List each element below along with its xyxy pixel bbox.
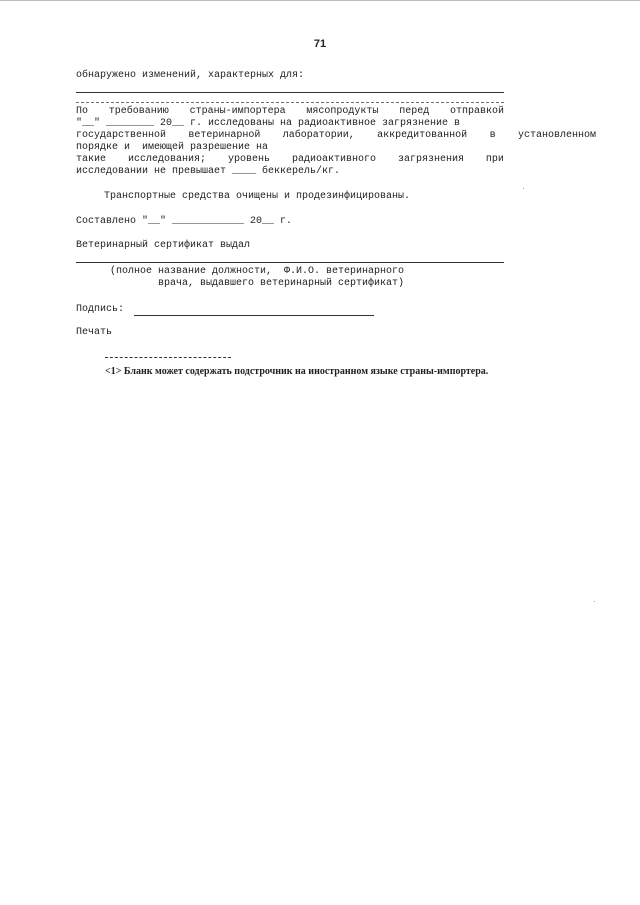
scan-speck (523, 188, 524, 189)
requirement-word: при (485, 154, 504, 165)
footnote-separator (105, 357, 231, 358)
requirement-line-3 (76, 130, 596, 142)
footnote-text: <1> Бланк может содержать подстрочник на иностранном языке страны-импортера. (105, 366, 489, 377)
requirement-word: ветеринарной (188, 130, 261, 141)
requirement-line-1 (76, 106, 504, 118)
blank-line-1 (76, 92, 504, 93)
transport-statement: Транспортные средства очищены и продезинфицированы. (104, 191, 411, 202)
requirement-word: мясопродукты (306, 106, 379, 117)
position-hint-line-1: (полное название должности, Ф.И.О. ветеринарного (110, 266, 405, 277)
requirement-word: уровень (227, 154, 270, 165)
requirement-word: лаборатории, (282, 130, 355, 141)
signature-label: Подпись: (76, 304, 131, 315)
requirement-word: радиоактивного (291, 154, 376, 165)
changes-found-label: обнаружено изменений, характерных для: (76, 70, 305, 81)
requirement-word: установленном (517, 130, 596, 141)
requirement-line-4: порядке и имеющей разрешение на (76, 142, 269, 153)
requirement-line-6: исследовании не превышает ____ беккерель/кг. (76, 166, 341, 177)
issued-by-label: Ветеринарный сертификат выдал (76, 240, 251, 251)
scan-speck (594, 601, 595, 602)
requirement-word: аккредитованной (377, 130, 468, 141)
page-edge (0, 0, 640, 1)
issuer-line (76, 262, 504, 263)
requirement-word: перед (399, 106, 430, 117)
position-hint-line-2: врача, выдавшего ветеринарный сертификат) (158, 278, 405, 289)
requirement-word: По (76, 106, 89, 117)
page-number: 71 (313, 38, 327, 50)
compiled-date: Составлено "__" ____________ 20__ г. (76, 216, 293, 227)
requirement-word: отправкой (449, 106, 504, 117)
requirement-word: исследования; (127, 154, 206, 165)
requirement-word: государственной (76, 130, 167, 141)
requirement-word: такие (76, 154, 107, 165)
requirement-line-2: "__" ________ 20__ г. исследованы на радиоактивное загрязнение в (76, 118, 461, 129)
blank-line-2 (76, 102, 504, 103)
requirement-word: страны-импортера (189, 106, 286, 117)
requirement-word: в (489, 130, 496, 141)
requirement-word: загрязнения (397, 154, 464, 165)
signature-line (134, 315, 374, 316)
requirement-word: требованию (108, 106, 169, 117)
requirement-line-5 (76, 154, 504, 166)
stamp-label: Печать (76, 327, 113, 338)
